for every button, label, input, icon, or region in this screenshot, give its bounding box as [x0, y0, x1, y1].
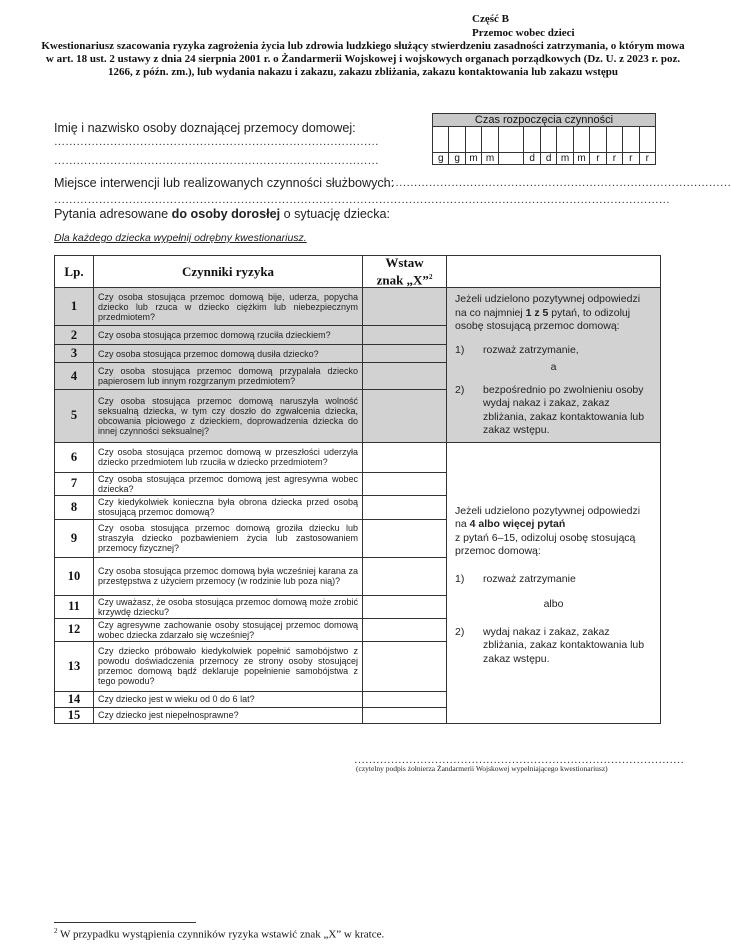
time-cell-year[interactable]: r: [645, 153, 649, 164]
table-row: [55, 288, 661, 326]
mark-cell[interactable]: [363, 389, 447, 442]
questions-addressed-line: Pytania adresowane do osoby dorosłej o sytuację dziecka:: [54, 207, 390, 221]
perpetrator-name-line-2[interactable]: ……………………………………………………………………………: [54, 155, 379, 167]
time-cell-month[interactable]: m: [557, 127, 573, 165]
signature-caption: (czytelny podpis żołnierza Żandarmerii Wojskowej wypełniającego kwestionariusz): [356, 764, 608, 773]
header-lp: Lp.: [55, 256, 94, 288]
row-number: 13: [55, 641, 94, 691]
header-mark: Wstaw znak „X”$^2$: [363, 256, 447, 288]
row-number: 8: [55, 495, 94, 519]
perpetrator-name-label: Imię i nazwisko osoby doznającej przemocy domowej:: [54, 121, 356, 135]
time-cell-year[interactable]: r: [590, 127, 606, 165]
row-number: 4: [55, 363, 94, 390]
row-number: 15: [55, 707, 94, 723]
risk-question: Czy osoba stosująca przemoc domową groziła dziecku lub straszyła dziecko pozbawieniem życia lub zastosowaniem przemocy fizycznej?: [94, 519, 363, 557]
row-number: 6: [55, 442, 94, 472]
mark-cell[interactable]: [363, 344, 447, 362]
row-number: 9: [55, 519, 94, 557]
mark-cell[interactable]: [363, 442, 447, 472]
table-header-row: [55, 256, 661, 288]
risk-question: Czy dziecko próbowało kiedykolwiek popełnić samobójstwo z powodu doświadczenia przemocy ze strony osoby stosującej przemoc domową bądź deklaruje popełnienie samobójstwa z tego powodu?: [94, 641, 363, 691]
risk-question: Czy dziecko jest w wieku od 0 do 6 lat?: [94, 691, 363, 707]
mark-cell[interactable]: [363, 557, 447, 595]
time-cell-minute[interactable]: m: [466, 127, 482, 165]
mark-cell[interactable]: [363, 288, 447, 326]
risk-question: Czy uważasz, że osoba stosująca przemoc domową może zrobić krzywdę dziecku?: [94, 595, 363, 618]
time-cell-hour[interactable]: g: [433, 127, 449, 165]
risk-question: Czy osoba stosująca przemoc domową w przeszłości uderzyła dziecko przedmiotem lub rzuciła w dziecko przedmiotem?: [94, 442, 363, 472]
time-cell-year[interactable]: r: [607, 127, 623, 165]
mark-cell[interactable]: [363, 618, 447, 641]
mark-cell[interactable]: [363, 691, 447, 707]
document-title: Kwestionariusz szacowania ryzyka zagrożenia życia lub zdrowia ludzkiego służący stwierdzeniu zasadności zatrzymania, o którym mowa w art. 18 ust. 2 ustawy z dnia 24 sierpnia 2001 r. o Żandarmerii Wojskowej i wojskowych organach porządkowych (Dz. U. z 2023 r. poz. 1266, z późn. zm.), lub wydania nakazu i zakazu, zakazu zbliżania, zakazu kontaktowania lub zakazu wstępu: [41, 40, 685, 79]
row-number: 7: [55, 472, 94, 495]
risk-question: Czy osoba stosująca przemoc domową dusiła dziecko?: [94, 344, 363, 362]
part-header: [472, 12, 575, 40]
mark-cell[interactable]: [363, 326, 447, 344]
time-cell-month[interactable]: m: [574, 127, 590, 165]
place-label: Miejsce interwencji lub realizowanych czynności służbowych:: [54, 176, 395, 190]
header-empty: [447, 256, 661, 288]
risk-question: Czy kiedykolwiek konieczna była obrona dziecka przed osobą stosującą przemoc domową?: [94, 495, 363, 519]
start-time-box: [432, 113, 656, 165]
signature-line[interactable]: ………………………………………………………………………………: [354, 754, 684, 766]
row-number: 1: [55, 288, 94, 326]
time-cell-spacer: [499, 127, 524, 165]
row-number: 12: [55, 618, 94, 641]
risk-factors-table: [54, 255, 661, 724]
row-number: 14: [55, 691, 94, 707]
start-time-title: Czas rozpoczęcia czynności: [433, 114, 655, 127]
time-cell-minute[interactable]: m: [482, 127, 498, 165]
row-number: 11: [55, 595, 94, 618]
table-row: [55, 442, 661, 472]
place-line-1[interactable]: …………………………………………………………………………………: [384, 177, 731, 189]
start-time-cells: [433, 127, 655, 165]
risk-question: Czy osoba stosująca przemoc domową przypalała dziecko papierosem lub innym rozgrzanym przedmiotem?: [94, 363, 363, 390]
risk-question: Czy agresywne zachowanie osoby stosującej przemoc domową wobec dziecka zdarzało się wcześniej?: [94, 618, 363, 641]
risk-question: Czy osoba stosująca przemoc domową jest agresywna wobec dziecka?: [94, 472, 363, 495]
time-cell-hour[interactable]: g: [449, 127, 465, 165]
row-number: 3: [55, 344, 94, 362]
mark-cell[interactable]: [363, 363, 447, 390]
row-number: 10: [55, 557, 94, 595]
mark-cell[interactable]: [363, 641, 447, 691]
risk-question: Czy osoba stosująca przemoc domową była wcześniej karana za przestępstwa z użyciem przemocy (w rodzinie lub poza nią)?: [94, 557, 363, 595]
time-cell-day[interactable]: d: [523, 127, 540, 165]
instruction-note: Dla każdego dziecka wypełnij odrębny kwestionariusz.: [54, 232, 307, 244]
risk-question: Czy osoba stosująca przemoc domową rzuciła dzieckiem?: [94, 326, 363, 344]
time-cell-year[interactable]: r: [623, 127, 639, 165]
place-line-2[interactable]: …………………………………………………………………………………………………………………………………………………: [54, 194, 670, 206]
part-label: Część B: [472, 13, 509, 25]
mark-cell[interactable]: [363, 707, 447, 723]
group1-instructions: Jeżeli udzielono pozytywnej odpowiedzi na co najmniej 1 z 5 pytań, to odizoluj osobę stosującą przemoc domową: 1) rozważ zatrzymanie, a 2) bezpośrednio po zwolnieniu osoby wydaj nakaz i zakaz, zakaz zbliżania, zakaz kontaktowania lub zakaz wstępu.: [447, 288, 661, 443]
mark-cell[interactable]: [363, 519, 447, 557]
mark-cell[interactable]: [363, 595, 447, 618]
mark-cell[interactable]: [363, 472, 447, 495]
risk-question: Czy dziecko jest niepełnosprawne?: [94, 707, 363, 723]
group2-instructions: Jeżeli udzielono pozytywnej odpowiedzi na 4 albo więcej pytań z pytań 6–15, odizoluj osobę stosującą przemoc domową: 1) rozważ zatrzymanie albo 2) wydaj nakaz i zakaz, zakaz zbliżania, zakaz kontaktowania lub zakaz wstępu.: [447, 442, 661, 723]
row-number: 2: [55, 326, 94, 344]
part-subtitle: Przemoc wobec dzieci: [472, 27, 575, 39]
row-number: 5: [55, 389, 94, 442]
header-risk-factors: Czynniki ryzyka: [94, 256, 363, 288]
mark-cell[interactable]: [363, 495, 447, 519]
perpetrator-name-line-1[interactable]: ……………………………………………………………………………: [54, 136, 379, 148]
footnote: $^2$ W przypadku wystąpienia czynników ryzyka wstawić znak „X” w kratce.: [54, 927, 385, 941]
time-cell-day[interactable]: d: [541, 127, 557, 165]
risk-question: Czy osoba stosująca przemoc domową bije, uderza, popycha dziecko lub rzuca w dziecko ciężkim lub niebezpiecznym przedmiotem?: [94, 288, 363, 326]
footnote-divider: [54, 922, 196, 923]
risk-question: Czy osoba stosująca przemoc domową naruszyła wolność seksualną dziecka, w tym czy doszło do zgwałcenia dziecka, obcowania płciowego z dzieckiem, doprowadzenia dziecka do innej czynności seksualnej?: [94, 389, 363, 442]
